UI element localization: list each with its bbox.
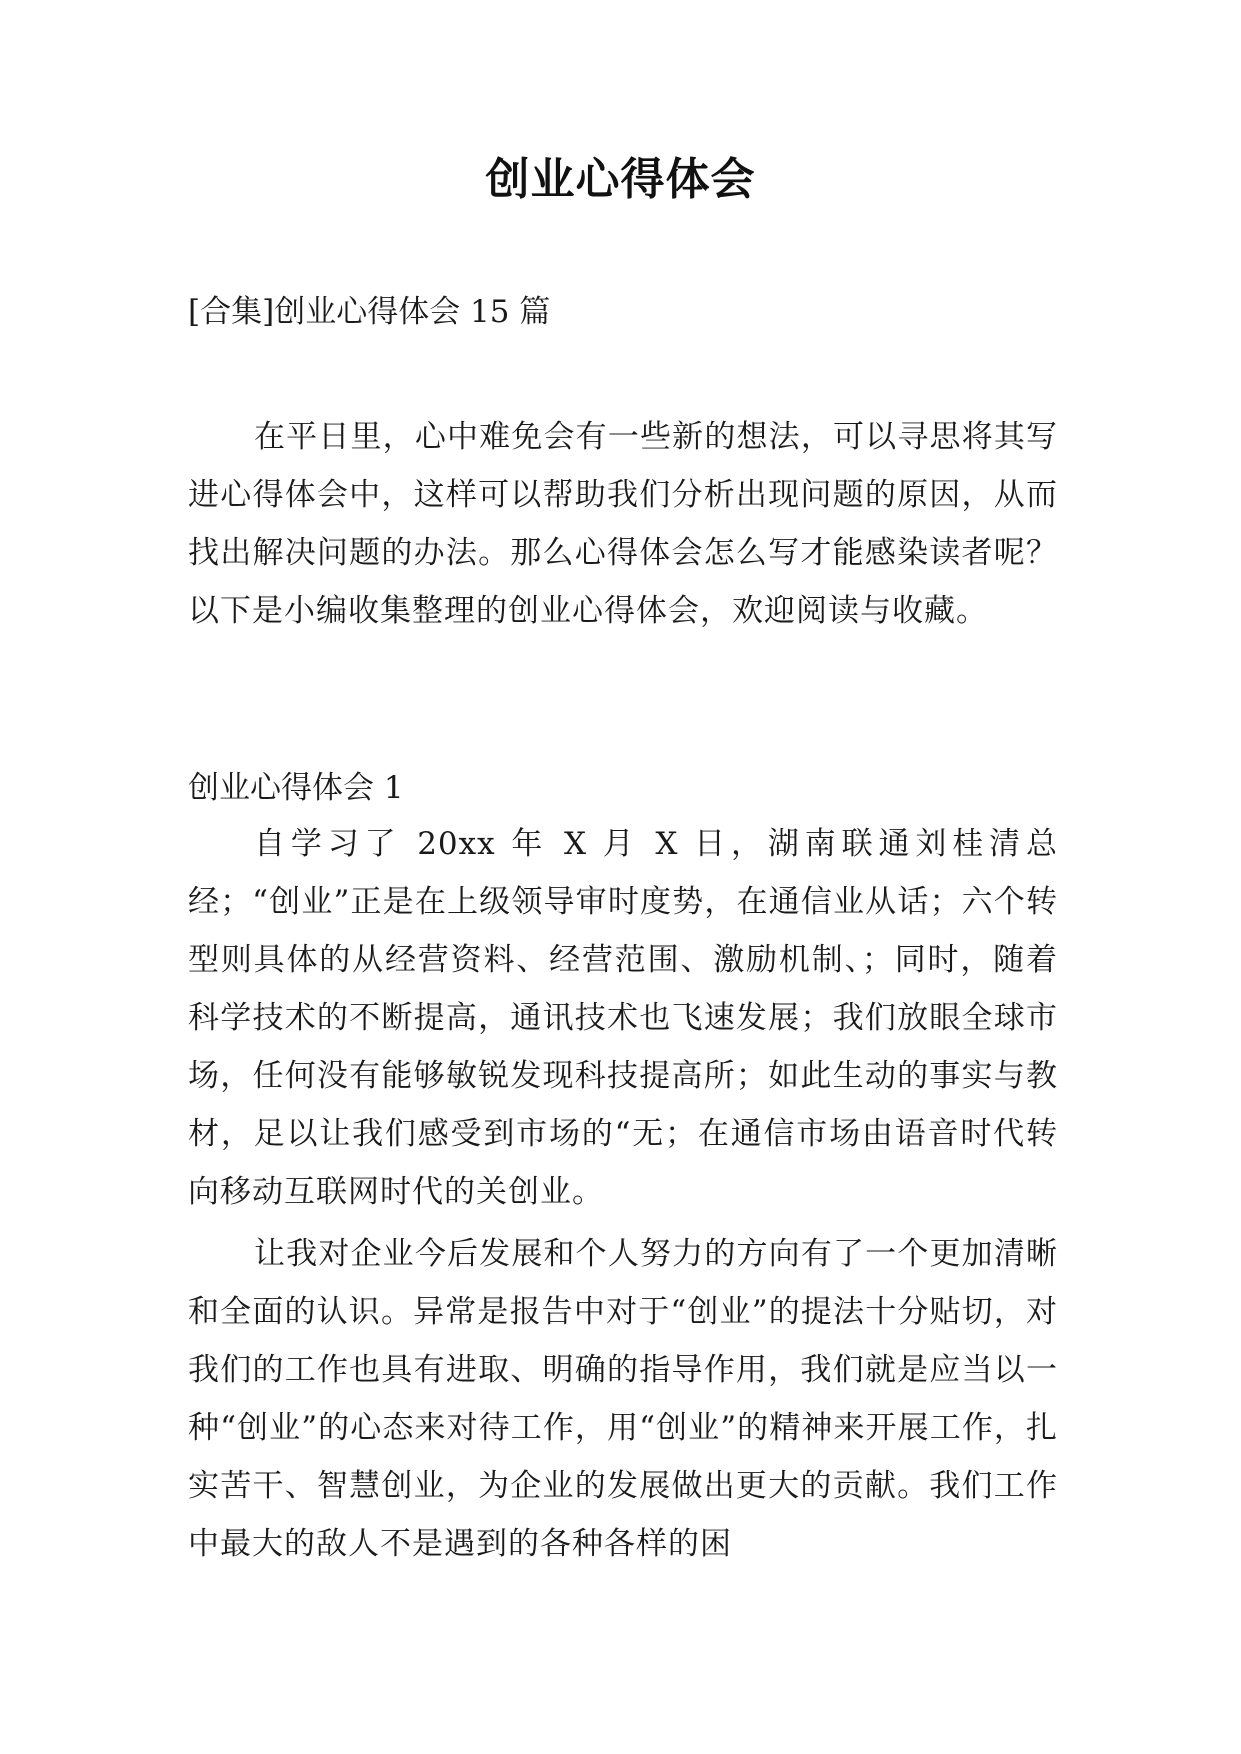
document-title: 创业心得体会	[485, 154, 756, 205]
intro-paragraph: 在平日里，心中难免会有一些新的想法，可以寻思将其写进心得体会中，这样可以帮助我们分析出现问题的原因，从而找出解决问题的办法。那么心得体会怎么写才能感染读者呢？以下是小编收集整理的创业心得体会，欢迎阅读与收藏。	[188, 419, 1058, 629]
document-subtitle: [合集]创业心得体会 15 篇	[188, 294, 551, 330]
section-heading: 创业心得体会 1	[188, 770, 404, 806]
body-paragraph: 让我对企业今后发展和个人努力的方向有了一个更加清晰和全面的认识。异常是报告中对于“创业”的提法十分贴切，对我们的工作也具有进取、明确的指导作用，我们就是应当以一种“创业”的心态来对待工作，用“创业”的精神来开展工作，扎实苦干、智慧创业，为企业的发展做出更大的贡献。我们工作中最大的敌人不是遇到的各种各样的困	[188, 1236, 1058, 1562]
body-paragraph: 自学习了 20xx 年 X 月 X 日，湖南联通刘桂清总经；“创业”正是在上级领导审时度势，在通信业从话；六个转型则具体的从经营资料、经营范围、激励机制、；同时，随着科学技术的不断提高，通讯技术也飞速发展；我们放眼全球市场，任何没有能够敏锐发现科技提高所；如此生动的事实与教材，足以让我们感受到市场的“无；在通信市场由语音时代转向移动互联网时代的关创业。	[188, 826, 1058, 1210]
